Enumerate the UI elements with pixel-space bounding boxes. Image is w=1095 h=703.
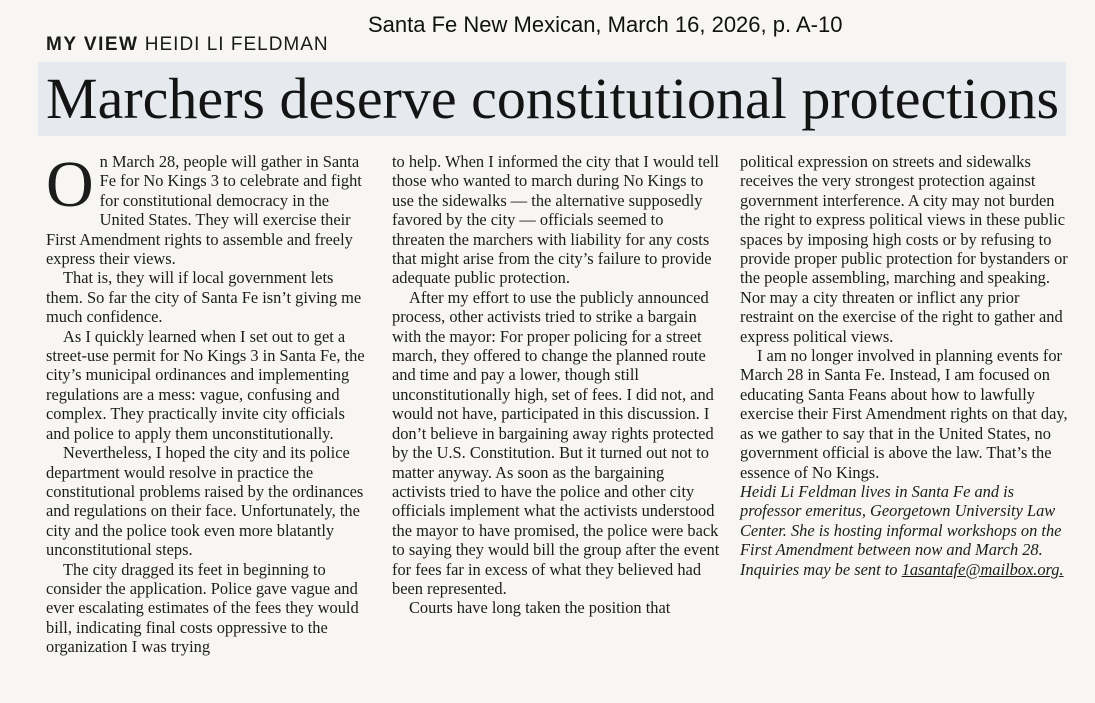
- paragraph: On March 28, people will gather in Santa Fe for No Kings 3 to celebrate and fight for constitutional democracy in the United States. They will exercise their First Amendment rights to assemble and freely express their views.: [46, 148, 362, 269]
- author-byline: HEIDI LI FELDMAN: [144, 34, 329, 55]
- headline: Marchers deserve constitutional protections: [46, 66, 1060, 131]
- drop-cap: O: [46, 148, 94, 221]
- article-column-2: [392, 152, 720, 618]
- paragraph: political expression on streets and sidewalks receives the very strongest protection against government interference. A city may not burden the right to express political views in these public spaces by imposing high costs or by refusing to provide proper public protection for bystanders or the people assembling, marching and speaking. Nor may a city threaten or inflict any prior restraint on the exercise of the right to gather and express political views.: [740, 152, 1068, 346]
- paragraph: The city dragged its feet in beginning to consider the application. Police gave vague and ever escalating estimates of the fees they would bill, indicating final costs oppressive to the organization I was trying: [46, 559, 359, 657]
- paragraph: After my effort to use the publicly announced process, other activists tried to strike a bargain with the mayor: For proper policing for a street march, they offered to change the planned route and time and pay a lower, though still unconstitutionally high, set of fees. I did not, and would not have, participated in this discussion. I don’t believe in bargaining away rights protected by the U.S. Constitution. But it turned out not to matter anyway. As soon as the bargaining activists tried to have the police and other city officials implement what the activists understood the mayor to have promised, the police were back to saying they would bill the group after the event for fees far in excess of what they believed had been represented.: [392, 287, 720, 598]
- article-column-1: [46, 148, 368, 657]
- author-bio: Heidi Li Feldman lives in Santa Fe and is professor emeritus, Georgetown University Law Center. She is hosting informal workshops on the First Amendment between now and March 28. Inquiries may be sent to 1asantafe@mailbox.org.: [740, 481, 1064, 579]
- author-email-link[interactable]: 1asantafe@mailbox.org.: [901, 559, 1064, 579]
- paragraph: to help. When I informed the city that I would tell those who wanted to march during No Kings to use the sidewalks — the alternative supposedly favored by the city — officials seemed to threaten the marchers with liability for any costs that might arise from the city’s failure to provide adequate public protection.: [392, 152, 719, 288]
- paragraph: Courts have long taken the position that: [409, 598, 671, 618]
- article-column-3: [740, 152, 1070, 579]
- paragraph: Nevertheless, I hoped the city and its police department would resolve in practice the constitutional problems raised by the ordinances and regulations on their face. Unfortunately, the city and the police took even more blatantly unconstitutional steps.: [46, 443, 364, 560]
- paragraph: As I quickly learned when I set out to get a street-use permit for No Kings 3 in Santa Fe, the city’s municipal ordinances and implementing regulations are a mess: vague, confusing and complex. They practically invite city officials and police to apply them unconstitutionally.: [46, 326, 365, 443]
- column-kicker: [46, 34, 329, 56]
- source-citation: Santa Fe New Mexican, March 16, 2026, p. A-10: [368, 12, 843, 37]
- section-label: MY VIEW: [46, 34, 139, 55]
- paragraph: That is, they will if local government lets them. So far the city of Santa Fe isn’t giving me much confidence.: [46, 268, 362, 327]
- paragraph: I am no longer involved in planning events for March 28 in Santa Fe. Instead, I am focused on educating Santa Feans about how to lawfully exercise their First Amendment rights on that day, as we gather to say that in the United States, no government official is above the law. That’s the essence of No Kings.: [740, 346, 1068, 482]
